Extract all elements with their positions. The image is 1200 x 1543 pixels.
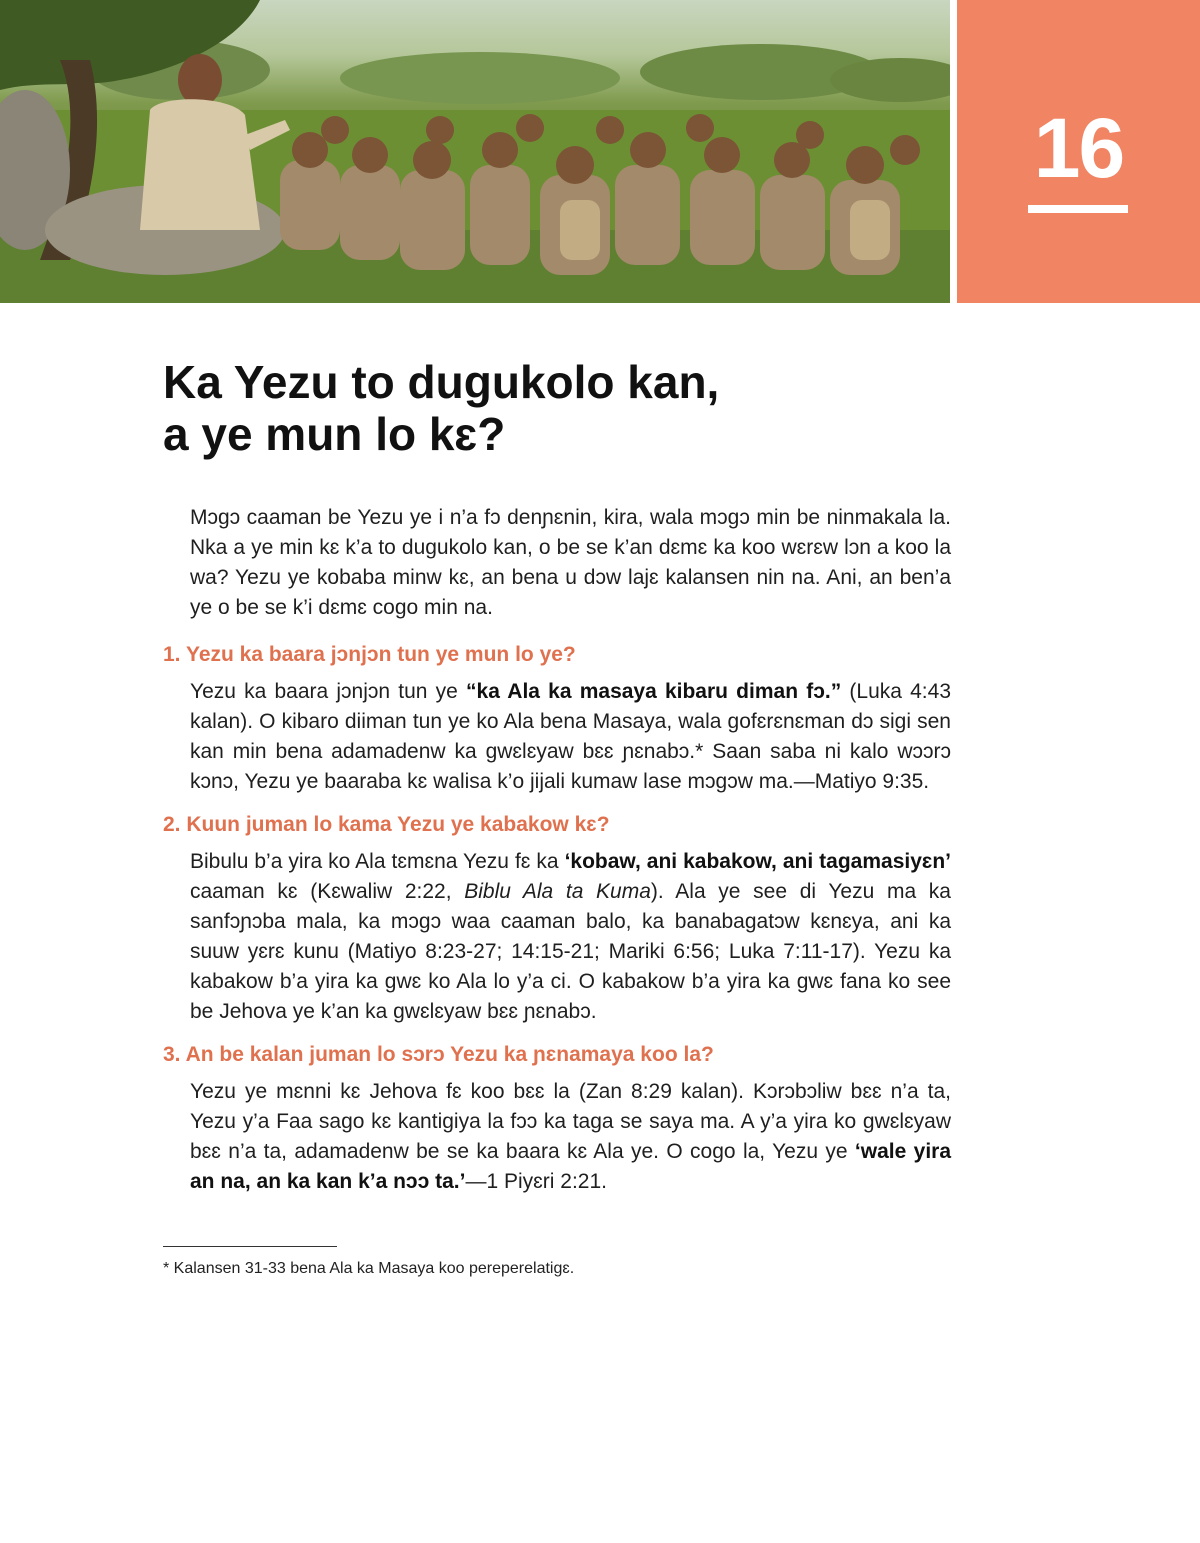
answer-2-italic: Biblu Ala ta Kuma xyxy=(464,880,651,903)
answer-2-text-mid: caaman kɛ (Kɛwaliw 2:22, xyxy=(190,880,465,903)
answer-2 xyxy=(190,847,951,1027)
answer-1-text: Yezu ka baara jɔnjɔn tun ye xyxy=(190,680,467,703)
question-3: 3. An be kalan juman lo sɔrɔ Yezu ka ɲɛnamaya koo la? xyxy=(163,1043,714,1066)
answer-3-text: Yezu ye mɛnni kɛ Jehova fɛ koo bɛɛ la (Zan 8:29 kalan). Kɔrɔbɔliw bɛɛ n’a ta, Yezu y’a Faa sago kɛ kantigiya la fɔɔ ka taga se saya ma. A y’a yira ko gwɛlɛyaw bɛɛ n’a ta, adamadenw be se ka baara kɛ Ala ye. O cogo la, Yezu ye xyxy=(190,1080,951,1163)
jesus-teaching-crowd-illustration xyxy=(0,0,950,303)
question-2: 2. Kuun juman lo kama Yezu ye kabakow kɛ? xyxy=(163,813,610,836)
footnote-divider xyxy=(163,1246,337,1247)
lesson-number-box xyxy=(957,0,1200,303)
answer-2-text: Bibulu b’a yira ko Ala tɛmɛna Yezu fɛ ka xyxy=(190,850,565,873)
header-illustration xyxy=(0,0,950,303)
question-1: 1. Yezu ka baara jɔnjɔn tun ye mun lo ye? xyxy=(163,643,576,666)
answer-2-bold: ‘kobaw, ani kabakow, ani tagamasiyɛn’ xyxy=(564,850,951,873)
answer-1 xyxy=(190,677,951,797)
answer-3-text-end: —1 Piyɛri 2:21. xyxy=(465,1170,607,1193)
answer-3 xyxy=(190,1077,951,1197)
answer-1-bold: “ka Ala ka masaya kibaru diman fɔ.” xyxy=(466,680,842,703)
lesson-content xyxy=(163,503,951,1197)
title-line-2: a ye mun lo kɛ? xyxy=(163,408,506,460)
page-title xyxy=(163,356,943,460)
footnote: * Kalansen 31-33 bena Ala ka Masaya koo pereperelatigɛ. xyxy=(163,1260,575,1277)
lesson-number-underline xyxy=(1028,205,1128,213)
answer-1-text-end: (Luka 4:43 kalan). O kibaro diiman tun ye ko Ala bena Masaya, wala gofɛrɛnɛman dɔ sigi sen kan min bena adamadenw ka gwɛlɛyaw bɛɛ ɲɛnabɔ.* Saan saba ni kalo wɔɔrɔ kɔnɔ, Yezu ye baaraba kɛ walisa k’o jijali kumaw lase mɔgɔw ma.—Matiyo 9:35. xyxy=(190,680,951,793)
answer-3-bold: ‘wale yira an na, an ka kan k’a nɔɔ ta.’ xyxy=(190,1140,952,1193)
lesson-number: 16 xyxy=(1033,101,1124,195)
answer-2-text-end: ). Ala ye see di Yezu ma ka sanfɔɲɔba mala, ka mɔgɔ waa caaman balo, ka banabagatɔw kɛnɛya, ani ka suuw yɛrɛ kunu (Matiyo 8:23-27; 14:15-21; Mariki 6:56; Luka 7:11-17). Yezu ka kabakow b’a yira ka gwɛ ko Ala lo y’a ci. O kabakow b’a yira ka gwɛ fana ko see be Jehova ye k’an ka gwɛlɛyaw bɛɛ ɲɛnabɔ. xyxy=(190,880,951,1023)
title-line-1: Ka Yezu to dugukolo kan, xyxy=(163,356,720,408)
intro-paragraph: Mɔgɔ caaman be Yezu ye i n’a fɔ denɲɛnin, kira, wala mɔgɔ min be ninmakala la. Nka a ye min kɛ k’a to dugukolo kan, o be se k’an dɛmɛ ka koo wɛrɛw lɔn a koo la wa? Yezu ye kobaba minw kɛ, an bena u dɔw lajɛ kalansen nin na. Ani, an ben’a ye o be se k’i dɛmɛ cogo min na. xyxy=(190,506,951,619)
